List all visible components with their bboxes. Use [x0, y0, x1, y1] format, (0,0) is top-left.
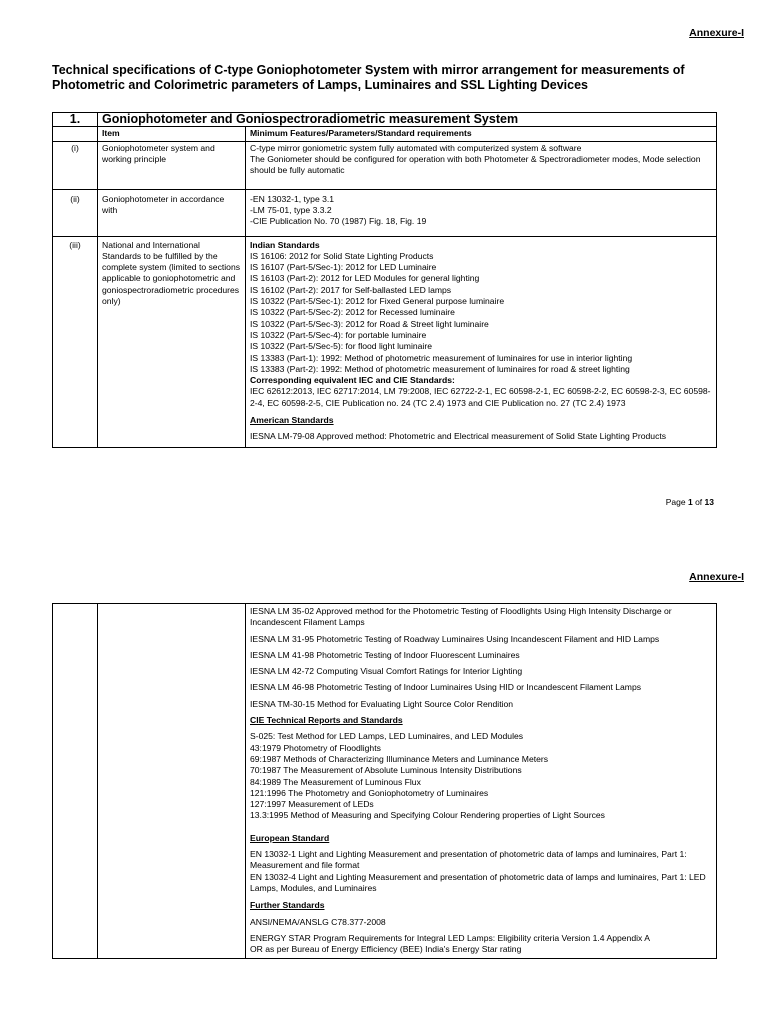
document-title: Technical specifications of C-type Goniophotometer System with mirror arrangement for measurements of Photometric and Colorimetric parameters of Lamps, Luminaires and SSL Lighting Devices [52, 63, 685, 92]
european-standard-heading: European Standard [250, 832, 330, 843]
row-item: Goniophotometer in accordance with [98, 189, 246, 236]
standard-line: EN 13032-1 Light and Lighting Measurement and presentation of photometric data of lamps and luminaires, Part 1: Measurement and file format [250, 849, 687, 871]
row-number [53, 604, 98, 959]
spec-table [52, 112, 717, 448]
current-page: 1 [687, 497, 693, 507]
column-header-num [53, 127, 98, 141]
standard-line: IESNA LM 35-02 Approved method for the Photometric Testing of Floodlights Using High Intensity Discharge or Incandescent Filament Lamps [250, 606, 672, 628]
annexure-label: Annexure-I [689, 27, 744, 39]
standard-line: IS 10322 (Part-5/Sec-1): 2012 for Fixed General purpose luminaire [250, 296, 505, 307]
standard-line: 13.3:1995 Method of Measuring and Specifying Colour Rendering properties of Light Sources [250, 810, 605, 821]
standard-line: IS 16107 (Part-5/Sec-1): 2012 for LED Luminaire [250, 262, 437, 273]
standard-line: ANSI/NEMA/ANSLG C78.377-2008 [250, 916, 386, 927]
standard-line: IS 13383 (Part-2): 1992: Method of photometric measurement of luminaires for road & street lighting [250, 363, 630, 374]
standard-line: IESNA LM 41-98 Photometric Testing of Indoor Fluorescent Luminaires [250, 649, 520, 660]
row-requirements [246, 604, 717, 959]
standard-line: 84:1989 The Measurement of Luminous Flux [250, 776, 421, 787]
standard-line: IESNA LM 46-98 Photometric Testing of Indoor Luminaires Using HID or Incandescent Filament Lamps [250, 682, 642, 693]
standard-line: IS 10322 (Part-5/Sec-4): for portable luminaire [250, 329, 427, 340]
table-row [53, 189, 717, 236]
section-number: 1. [53, 113, 98, 127]
standard-line: IS 16103 (Part-2): 2012 for LED Modules for general lighting [250, 273, 480, 284]
american-standards-text: IESNA LM-79-08 Approved method: Photometric and Electrical measurement of Solid State Lighting Products [250, 431, 667, 442]
standard-line: IS 13383 (Part-1): 1992: Method of photometric measurement of luminaires for use in interior lighting [250, 352, 633, 363]
row-number: (ii) [53, 189, 98, 236]
standard-line: IESNA LM 42-72 Computing Visual Comfort Ratings for Interior Lighting [250, 666, 523, 677]
row-item: National and International Standards to be fulfilled by the complete system (limited to sections applicable to goniophotometric and goniospectroradiometric procedures only) [98, 236, 246, 447]
cie-standards-heading: CIE Technical Reports and Standards [250, 715, 403, 726]
standard-line: IS 10322 (Part-5/Sec-2): 2012 for Recessed luminaire [250, 307, 455, 318]
requirement-line: The Goniometer should be configured for operation with both Photometer & Spectroradiometer modes, Mode selection should be fully automatic [250, 153, 701, 176]
page-of: of [692, 497, 705, 507]
standard-line: IS 16102 (Part-2): 2017 for Self-ballasted LED lamps [250, 284, 452, 295]
standard-line: IS 10322 (Part-5/Sec-3): 2012 for Road & Street light luminaire [250, 318, 489, 329]
standard-line: ENERGY STAR Program Requirements for Integral LED Lamps: Eligibility criteria Version 1.4 Appendix A [250, 932, 650, 943]
row-item [98, 604, 246, 959]
standard-line: 127:1997 Measurement of LEDs [250, 799, 374, 810]
requirement-line: -EN 13032-1, type 3.1 [250, 193, 335, 204]
further-standards-heading: Further Standards [250, 900, 325, 911]
row-number: (iii) [53, 236, 98, 447]
page-label: Page [665, 497, 688, 507]
iec-standards-heading: Corresponding equivalent IEC and CIE Standards: [250, 375, 455, 386]
row-requirements [246, 236, 717, 447]
annexure-label: Annexure-I [689, 571, 744, 583]
requirement-line: -LM 75-01, type 3.3.2 [250, 204, 332, 215]
row-number: (i) [53, 141, 98, 189]
column-header-item: Item [98, 127, 246, 141]
standard-line: 70:1987 The Measurement of Absolute Luminous Intensity Distributions [250, 765, 522, 776]
section-header-row [53, 113, 717, 127]
standard-line: IESNA TM-30-15 Method for Evaluating Light Source Color Rendition [250, 698, 514, 709]
standard-line: IS 16106: 2012 for Solid State Lighting Products [250, 250, 434, 261]
requirement-line: -CIE Publication No. 70 (1987) Fig. 18, Fig. 19 [250, 216, 427, 227]
standard-line: OR as per Bureau of Energy Efficiency (BEE) India's Energy Star rating [250, 944, 522, 955]
spec-table-continued [52, 603, 717, 959]
table-row [53, 604, 717, 959]
american-standards-heading: American Standards [250, 415, 334, 426]
standard-line: EN 13032-4 Light and Lighting Measurement and presentation of photometric data of lamps and luminaires, Part 1: LED Lamps, Modules, and Luminaires [250, 871, 706, 893]
standard-line: IESNA LM 31-95 Photometric Testing of Roadway Luminaires Using Incandescent Filament and HID Lamps [250, 633, 660, 644]
table-row [53, 141, 717, 189]
requirement-line: C-type mirror goniometric system fully automated with computerized system & software [250, 142, 582, 153]
row-requirements [246, 141, 717, 189]
total-pages: 13 [704, 497, 714, 507]
column-header-requirements: Minimum Features/Parameters/Standard requirements [246, 127, 717, 141]
standard-line: 121:1996 The Photometry and Goniophotometry of Luminaires [250, 787, 489, 798]
section-title: Goniophotometer and Goniospectroradiometric measurement System [98, 113, 717, 127]
standard-line: 69:1987 Methods of Characterizing Illuminance Meters and Luminance Meters [250, 753, 549, 764]
row-requirements [246, 189, 717, 236]
standard-line: S-025: Test Method for LED Lamps, LED Luminaires, and LED Modules [250, 731, 524, 742]
standard-line: IS 10322 (Part-5/Sec-5): for flood light luminaire [250, 341, 432, 352]
table-row [53, 236, 717, 447]
row-item: Goniophotometer system and working principle [98, 141, 246, 189]
page-number [666, 497, 714, 507]
column-header-row [53, 127, 717, 141]
indian-standards-heading: Indian Standards [250, 239, 320, 250]
standard-line: 43:1979 Photometry of Floodlights [250, 742, 381, 753]
iec-standards-text: IEC 62612:2013, IEC 62717:2014, LM 79:2008, IEC 62722-2-1, EC 60598-2-1, EC 60598-2-2, EC 60598-2-3, EC 60598-2-4, EC 60598-2-5, CIE Publication no. 24 (TC 2.4) 1973 and CIE Publication no. 27 (TC 2.4) 1973 [250, 386, 711, 408]
